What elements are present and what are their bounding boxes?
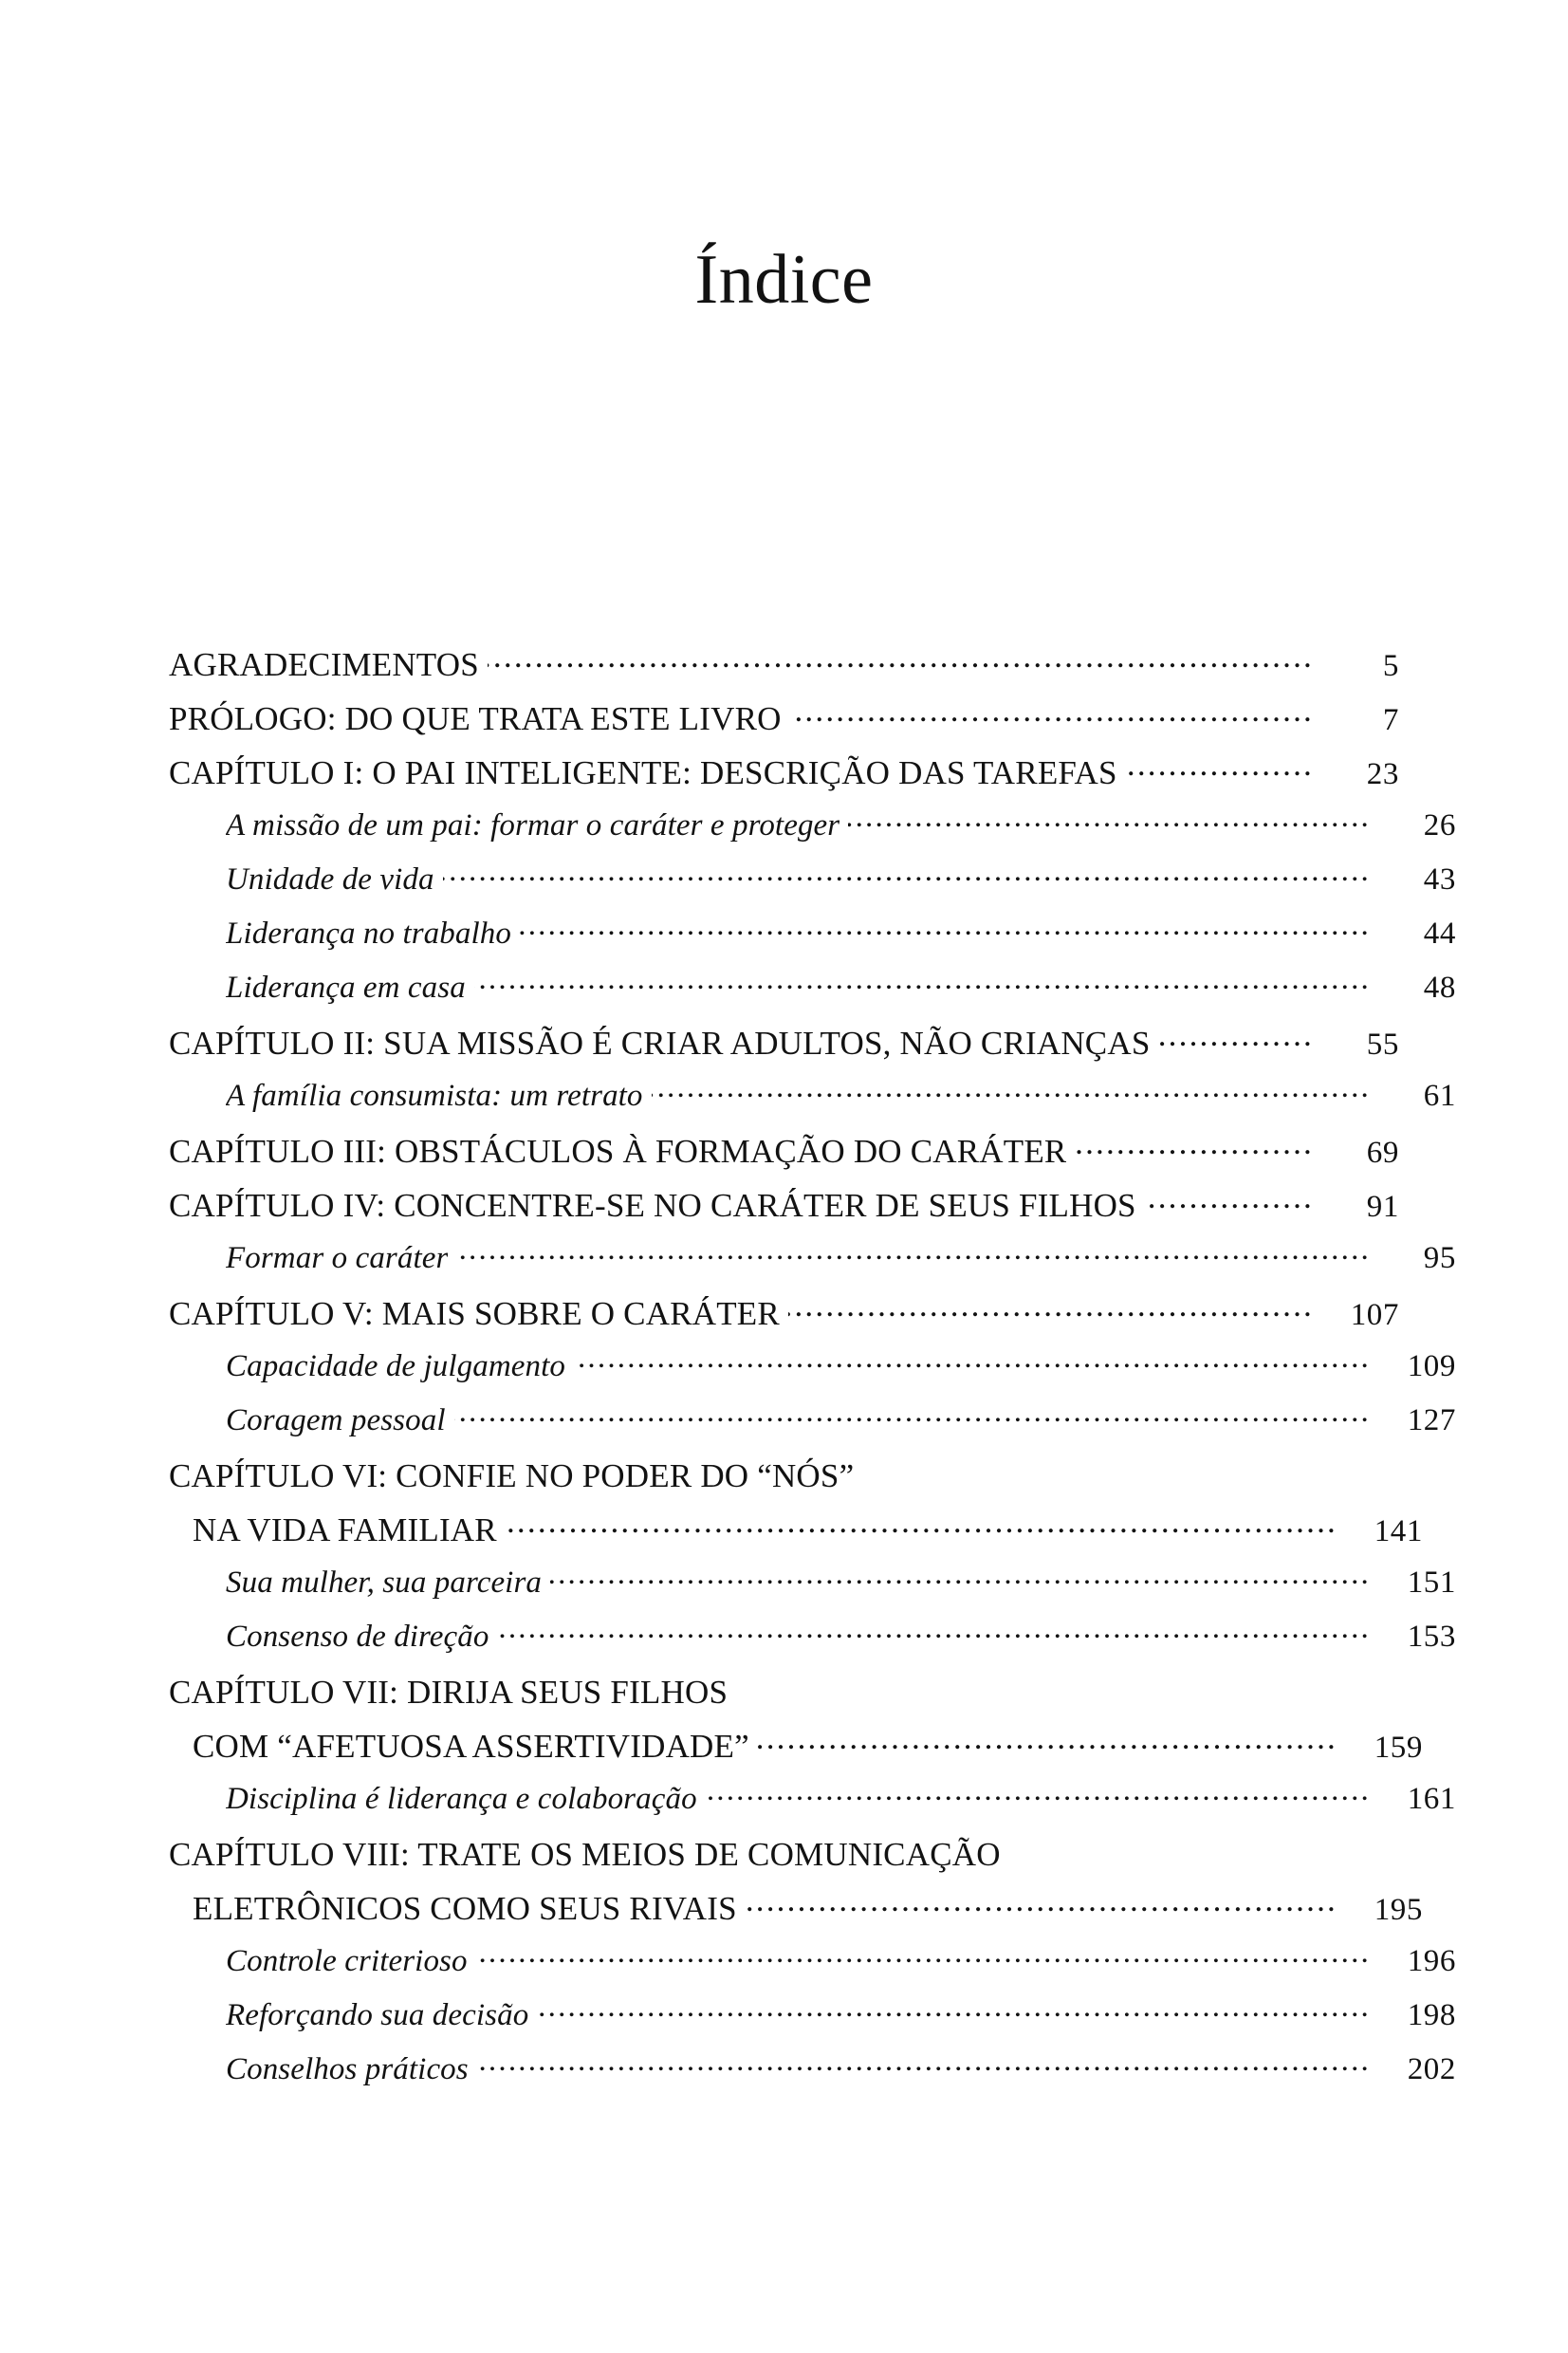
toc-leader-dots (1145, 1201, 1314, 1216)
toc-entry-page-number: 159 (1374, 1731, 1423, 1765)
toc-entry-label: ELETRÔNICOS COMO SEUS RIVAIS (193, 1890, 737, 1927)
toc-entry-page-number: 44 (1423, 917, 1456, 951)
toc-leader-dots (477, 2064, 1371, 2079)
toc-entry[interactable] (169, 2052, 1456, 2106)
toc-leader-dots (862, 1472, 1314, 1487)
toc-entry-label: Liderança em casa (226, 971, 466, 1005)
toc-entry-page-number: 5 (1382, 649, 1399, 683)
toc-entry-page-number: 61 (1423, 1079, 1456, 1113)
toc-entry-label: Unidade de vida (226, 862, 434, 897)
toc-leader-dots (443, 874, 1371, 889)
toc-entry[interactable] (169, 1566, 1456, 1620)
toc-entry[interactable] (169, 1836, 1399, 1890)
toc-entry-label: CAPÍTULO I: O PAI INTELIGENTE: DESCRIÇÃO DAS TAREFAS (169, 754, 1117, 791)
toc-leader-dots (520, 928, 1371, 943)
toc-entry-label: Consenso de direção (226, 1620, 489, 1654)
toc-entry[interactable] (169, 971, 1456, 1025)
toc-leader-dots (456, 1252, 1371, 1268)
toc-leader-dots (537, 2010, 1371, 2025)
toc-entry-label: A família consumista: um retrato (226, 1079, 643, 1113)
toc-leader-dots (790, 714, 1314, 730)
toc-leader-dots (848, 820, 1371, 835)
toc-entry[interactable] (169, 1998, 1456, 2052)
toc-entry[interactable] (169, 754, 1399, 808)
toc-entry[interactable] (169, 1349, 1456, 1403)
toc-entry-page-number: 151 (1407, 1566, 1456, 1600)
toc-entry-page-number: 202 (1407, 2052, 1456, 2086)
toc-entry-label: Reforçando sua decisão (226, 1998, 529, 2032)
toc-entry-page-number: 69 (1366, 1136, 1399, 1170)
toc-entry-label: CAPÍTULO IV: CONCENTRE-SE NO CARÁTER DE SEUS FILHOS (169, 1187, 1136, 1224)
toc-leader-dots (788, 1309, 1314, 1325)
toc-entry[interactable] (169, 1187, 1399, 1241)
toc-leader-dots (758, 1742, 1337, 1757)
toc-entry-page-number: 109 (1407, 1349, 1456, 1383)
toc-leader-dots (550, 1577, 1371, 1592)
toc-entry-page-number: 141 (1374, 1514, 1423, 1548)
toc-entry[interactable] (169, 1728, 1423, 1782)
toc-entry[interactable] (169, 700, 1399, 754)
toc-leader-dots (497, 1631, 1371, 1646)
toc-leader-dots (706, 1793, 1371, 1808)
toc-entry[interactable] (169, 862, 1456, 917)
toc-entry[interactable] (169, 1674, 1399, 1728)
toc-entry[interactable] (169, 808, 1456, 862)
toc-entry-label: Disciplina é liderança e colaboração (226, 1782, 697, 1816)
toc-entry-label: Liderança no trabalho (226, 917, 511, 951)
toc-entry-label: Capacidade de julgamento (226, 1349, 566, 1383)
toc-entry-label: A missão de um pai: formar o caráter e proteger (226, 808, 840, 843)
toc-entry[interactable] (169, 1295, 1399, 1349)
toc-leader-dots (506, 1526, 1337, 1541)
toc-entry-page-number: 127 (1407, 1403, 1456, 1437)
toc-entry[interactable] (169, 1890, 1423, 1944)
toc-entry-page-number: 23 (1366, 757, 1399, 791)
toc-entry-page-number: 55 (1366, 1028, 1399, 1062)
toc-entry-label: COM “AFETUOSA ASSERTIVIDADE” (193, 1728, 749, 1765)
toc-entry-page-number: 48 (1423, 971, 1456, 1005)
toc-entry-label: PRÓLOGO: DO QUE TRATA ESTE LIVRO (169, 700, 782, 737)
toc-leader-dots (1159, 1039, 1315, 1054)
toc-entry-label: CAPÍTULO VIII: TRATE OS MEIOS DE COMUNICAÇÃO (169, 1836, 1001, 1873)
toc-leader-dots (454, 1415, 1371, 1430)
toc-entry[interactable] (169, 1511, 1423, 1566)
toc-entry[interactable] (169, 646, 1399, 700)
toc-entry-page-number: 43 (1423, 862, 1456, 897)
toc-entry-label: Coragem pessoal (226, 1403, 446, 1437)
page-title: Índice (694, 240, 874, 319)
toc-entry-label: NA VIDA FAMILIAR (193, 1511, 497, 1548)
toc-entry-page-number: 198 (1407, 1998, 1456, 2032)
toc-entry-label: CAPÍTULO V: MAIS SOBRE O CARÁTER (169, 1295, 780, 1332)
toc-entry-page-number: 153 (1407, 1620, 1456, 1654)
toc-leader-dots (652, 1090, 1371, 1105)
toc-entry[interactable] (169, 1079, 1456, 1133)
toc-entry[interactable] (169, 1403, 1456, 1457)
toc-entry-label: Controle criterioso (226, 1944, 468, 1978)
toc-entry-label: CAPÍTULO III: OBSTÁCULOS À FORMAÇÃO DO CARÁTER (169, 1133, 1067, 1170)
toc-leader-dots (488, 660, 1314, 676)
toc-entry-page-number: 196 (1407, 1944, 1456, 1978)
toc-leader-dots (1075, 1147, 1314, 1162)
toc-entry-page-number: 95 (1423, 1241, 1456, 1275)
toc-entry-page-number: 161 (1407, 1782, 1456, 1816)
toc-entry-page-number: 107 (1350, 1298, 1399, 1332)
toc-entry-page-number: 7 (1382, 703, 1399, 737)
toc-entry[interactable] (169, 1133, 1399, 1187)
toc-entry-label: CAPÍTULO VI: CONFIE NO PODER DO “NÓS” (169, 1457, 855, 1494)
toc-entry[interactable] (169, 1620, 1456, 1674)
toc-entry[interactable] (169, 1782, 1456, 1836)
toc-entry-label: Sua mulher, sua parceira (226, 1566, 542, 1600)
toc-leader-dots (574, 1361, 1371, 1376)
toc-entry-label: AGRADECIMENTOS (169, 646, 479, 683)
toc-entry[interactable] (169, 1025, 1399, 1079)
toc-entry-page-number: 26 (1423, 808, 1456, 843)
toc-entry[interactable] (169, 1944, 1456, 1998)
toc-entry-label: Formar o caráter (226, 1241, 449, 1275)
toc-leader-dots (474, 982, 1371, 997)
toc-leader-dots (1126, 769, 1314, 784)
toc-entry-page-number: 91 (1366, 1190, 1399, 1224)
toc-entry-label: Conselhos práticos (226, 2052, 469, 2086)
toc-entry[interactable] (169, 1241, 1456, 1295)
toc-leader-dots (1009, 1850, 1314, 1865)
toc-entry-label: CAPÍTULO II: SUA MISSÃO É CRIAR ADULTOS, NÃO CRIANÇAS (169, 1025, 1151, 1062)
toc-entry[interactable] (169, 1457, 1399, 1511)
table-of-contents (169, 646, 1456, 2106)
toc-entry-page-number: 195 (1374, 1893, 1423, 1927)
toc-leader-dots (746, 1904, 1337, 1919)
toc-entry[interactable] (169, 917, 1456, 971)
toc-entry-label: CAPÍTULO VII: DIRIJA SEUS FILHOS (169, 1674, 729, 1711)
toc-leader-dots (736, 1688, 1314, 1703)
toc-leader-dots (476, 1955, 1371, 1971)
